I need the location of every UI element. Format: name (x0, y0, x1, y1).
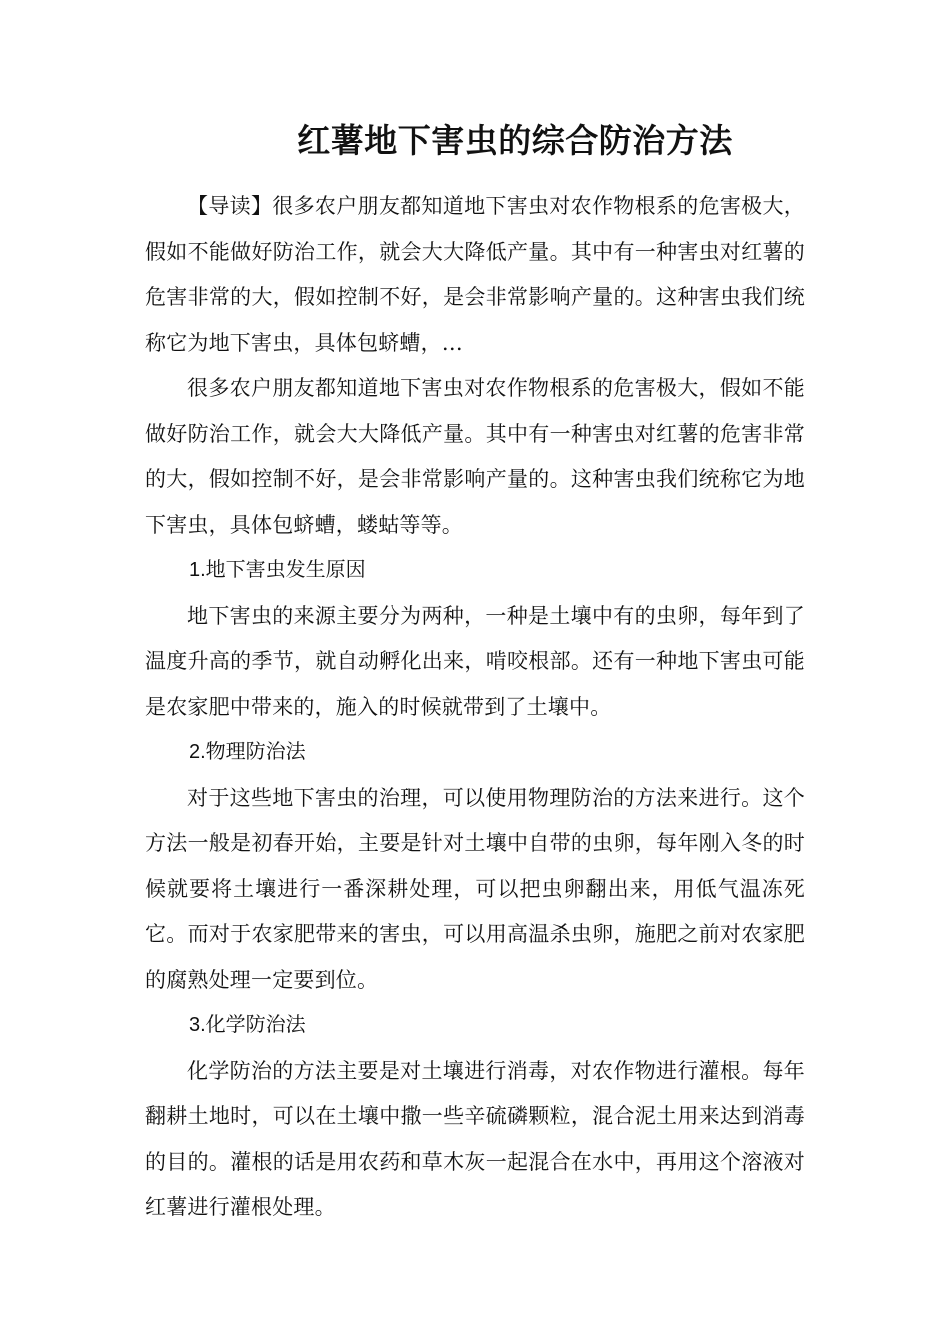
physical-control-paragraph: 对于这些地下害虫的治理，可以使用物理防治的方法来进行。这个方法一般是初春开始，主要是针对土壤中自带的虫卵，每年刚入冬的时候就要将土壤进行一番深耕处理，可以把虫卵翻出来，用低气温冻死它。而对于农家肥带来的害虫，可以用高温杀虫卵，施肥之前对农家肥的腐熟处理一定要到位。 (145, 785, 805, 992)
section-heading-causes: 1.地下害虫发生原因 (189, 559, 366, 581)
section-heading-chemical-control: 3.化学防治法 (189, 1014, 306, 1036)
chemical-control-paragraph: 化学防治的方法主要是对土壤进行消毒，对农作物进行灌根。每年翻耕土地时，可以在土壤中撒一些辛硫磷颗粒，混合泥土用来达到消毒的目的。灌根的话是用农药和草木灰一起混合在水中，再用这个溶液对红薯进行灌根处理。 (145, 1058, 805, 1219)
overview-paragraph: 很多农户朋友都知道地下害虫对农作物根系的危害极大，假如不能做好防治工作，就会大大降低产量。其中有一种害虫对红薯的危害非常的大，假如控制不好，是会非常影响产量的。这种害虫我们统称它为地下害虫，具体包蛴螬，蝼蛄等等。 (145, 376, 805, 537)
causes-paragraph: 地下害虫的来源主要分为两种，一种是土壤中有的虫卵，每年到了温度升高的季节，就自动孵化出来，啃咬根部。还有一种地下害虫可能是农家肥中带来的，施入的时候就带到了土壤中。 (145, 603, 805, 719)
section-heading-physical-control: 2.物理防治法 (189, 741, 306, 763)
document-body (145, 184, 805, 1231)
document-title: 红薯地下害虫的综合防治方法 (297, 121, 733, 160)
intro-paragraph: 【导读】很多农户朋友都知道地下害虫对农作物根系的危害极大，假如不能做好防治工作，就会大大降低产量。其中有一种害虫对红薯的危害非常的大，假如控制不好，是会非常影响产量的。这种害虫我们统称它为地下害虫，具体包蛴螬，… (145, 194, 805, 355)
